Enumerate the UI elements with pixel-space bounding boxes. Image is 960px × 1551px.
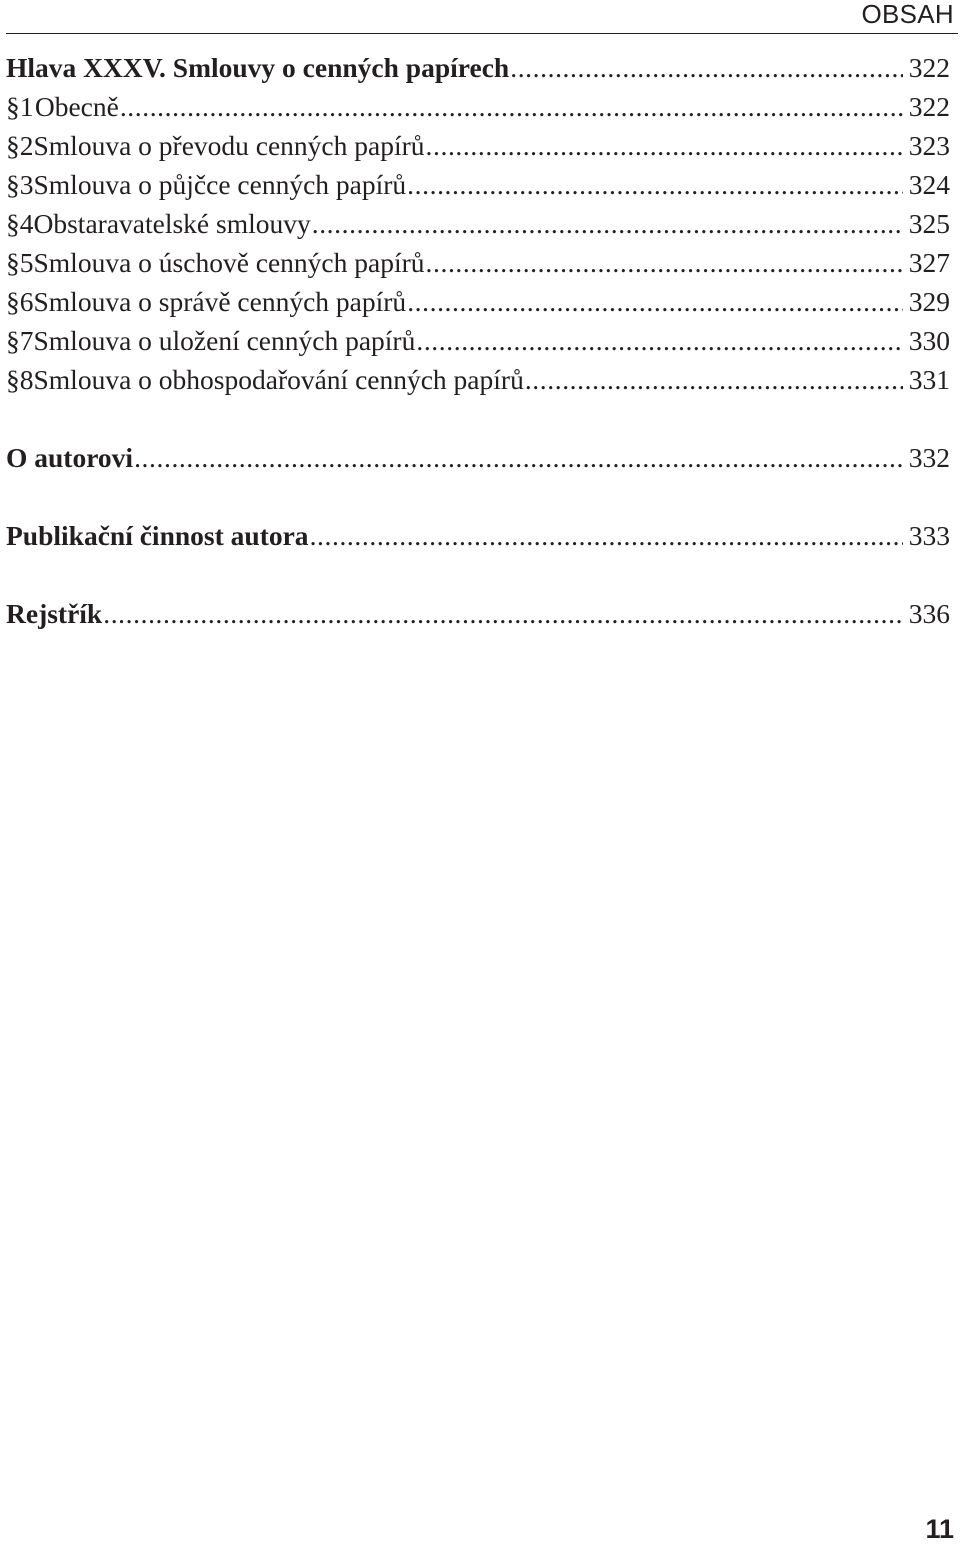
toc-entry-title: Obstaravatelské smlouvy [33, 208, 311, 239]
toc-entry-page: 322 [908, 52, 950, 83]
dot-leader [407, 282, 903, 321]
toc-entry-page: 324 [908, 169, 950, 200]
running-title: OBSAH [861, 0, 954, 29]
section-symbol: § [6, 364, 20, 395]
section-number: 5 [19, 247, 34, 278]
page-number: 11 [925, 1514, 954, 1544]
section-number: 4 [19, 208, 34, 239]
toc-entry-title: O autorovi [6, 442, 134, 473]
toc-entry-page: 336 [908, 598, 950, 629]
dot-leader [310, 516, 903, 555]
header-rule [6, 33, 958, 34]
section-number: 6 [19, 286, 34, 317]
section-symbol: § [6, 247, 20, 278]
section-number: 8 [19, 364, 34, 395]
section-number: 3 [19, 169, 34, 200]
section-symbol: § [6, 286, 20, 317]
toc-entry-title: Smlouva o uložení cenných papírů [33, 325, 416, 356]
toc-section-entry[interactable] [6, 126, 950, 165]
toc-section-entry[interactable] [6, 282, 950, 321]
dot-leader [134, 438, 903, 477]
toc-entry-page: 330 [908, 325, 950, 356]
toc-entry-title: Smlouva o půjčce cenných papírů [33, 169, 407, 200]
dot-leader [426, 243, 903, 282]
toc-entry-page: 322 [908, 91, 950, 122]
dot-leader [103, 594, 903, 633]
toc-backmatter-entry[interactable] [6, 438, 950, 477]
toc-section-entry[interactable] [6, 243, 950, 282]
toc-entry-page: 325 [908, 208, 950, 239]
toc-entry-page: 327 [908, 247, 950, 278]
dot-leader [525, 360, 903, 399]
toc-entry-page: 323 [908, 130, 950, 161]
toc-entry-page: 331 [908, 364, 950, 395]
toc-entry-title: Smlouva o obhospodařování cenných papírů [33, 364, 524, 395]
toc-chapter-entry[interactable] [6, 48, 950, 87]
dot-leader [312, 204, 903, 243]
table-of-contents [6, 48, 950, 633]
dot-leader [426, 126, 903, 165]
section-symbol: § [6, 91, 20, 122]
toc-entry-title: Smlouva o správě cenných papírů [33, 286, 407, 317]
toc-entry-title: Smlouva o úschově cenných papírů [33, 247, 425, 278]
toc-section-entry[interactable] [6, 321, 950, 360]
toc-entry-page: 333 [908, 520, 950, 551]
toc-entry-title: Hlava XXXV. Smlouvy o cenných papírech [6, 52, 510, 83]
toc-entry-page: 329 [908, 286, 950, 317]
toc-entry-title: Rejstřík [6, 598, 103, 629]
dot-leader [416, 321, 902, 360]
toc-entry-title: Smlouva o převodu cenných papírů [33, 130, 425, 161]
section-symbol: § [6, 169, 20, 200]
toc-backmatter-entry[interactable] [6, 516, 950, 555]
section-number: 1 [19, 91, 34, 122]
section-symbol: § [6, 130, 20, 161]
section-symbol: § [6, 208, 20, 239]
section-symbol: § [6, 325, 20, 356]
section-number: 2 [19, 130, 34, 161]
dot-leader [510, 48, 903, 87]
toc-section-entry[interactable] [6, 204, 950, 243]
toc-entry-title: Obecně [34, 91, 119, 122]
toc-section-entry[interactable] [6, 87, 950, 126]
toc-section-entry[interactable] [6, 360, 950, 399]
toc-section-entry[interactable] [6, 165, 950, 204]
toc-backmatter-entry[interactable] [6, 594, 950, 633]
dot-leader [120, 87, 903, 126]
toc-entry-page: 332 [908, 442, 950, 473]
toc-entry-title: Publikační činnost autora [6, 520, 309, 551]
section-number: 7 [19, 325, 34, 356]
dot-leader [407, 165, 903, 204]
